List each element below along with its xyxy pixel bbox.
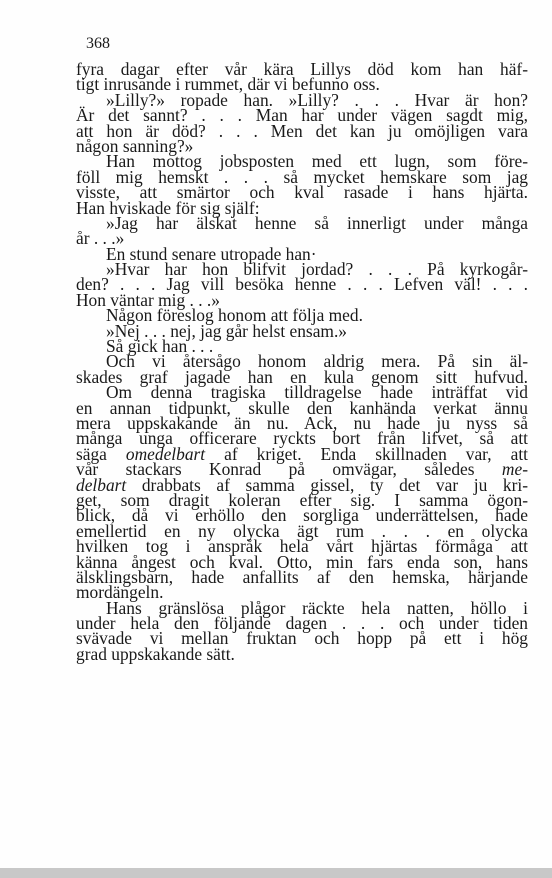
paragraph — [76, 259, 528, 310]
page-number: 368 — [86, 35, 110, 52]
text-line: visste, att smärtor och kval rasade i hans hjärta. — [76, 182, 528, 203]
text-line: en annan tidpunkt, skulle den kanhända verkat ännu — [76, 397, 528, 418]
text-line: Hon väntar mig . . .» — [76, 289, 220, 310]
text-line: älsklingsbarn, hade anfallits af den hemska, härjande — [76, 566, 528, 587]
paragraph — [76, 212, 528, 249]
paragraph — [76, 89, 528, 156]
text-line: föll mig hemskt . . . så mycket hemskare som jag — [76, 166, 528, 187]
text-line: Om denna tragiska tilldragelse hade inträffat vid — [106, 382, 528, 403]
text-line: hvilken tog i anspråk hela vårt hjärtas förmåga att — [76, 536, 528, 557]
text-line: Och vi återsågo honom aldrig mera. På sin äl- — [106, 351, 528, 372]
text-line: En stund senare utropade han· — [106, 243, 317, 264]
text-line: tigt inrusande i rummet, där vi befunno oss. — [76, 74, 380, 95]
text-line: grad uppskakande sätt. — [76, 643, 235, 664]
text-line: Hans gränslösa plågor räckte hela natten, höllo i — [106, 597, 528, 618]
page-bottom-edge — [0, 868, 552, 878]
text-line: blick, då vi erhöllo den sorgliga underrättelsen, hade — [76, 505, 528, 526]
text-line: svävade vi mellan fruktan och hopp på ett i hög — [76, 628, 528, 649]
text-line: skades graf jagade han en kula genom sitt hufvud. — [76, 366, 528, 387]
text-line: säga omedelbart af kriget. Enda skillnaden var, att — [76, 443, 528, 464]
italic-word: me- — [501, 459, 528, 480]
text-line: delbart drabbats af samma gissel, ty det var ju kri- — [76, 474, 528, 495]
text-line: den? . . . Jag vill besöka henne . . . Lefven väl! . . . — [76, 274, 528, 295]
paragraph — [76, 382, 528, 603]
text-line: många unga officerare ryckts bort från lifvet, så att — [76, 428, 528, 449]
text-line: Han mottog jobsposten med ett lugn, som före- — [106, 151, 528, 172]
italic-word: delbart — [76, 474, 127, 495]
text-line: Så gick han . . . — [106, 336, 214, 357]
text-line: känna ångest och kval. Otto, min fars enda son, hans — [76, 551, 528, 572]
text-line: mordängeln. — [76, 582, 164, 603]
text-line: fyra dagar efter vår kära Lillys död kom han häf- — [76, 59, 528, 79]
text-line: Är det sannt? . . . Man har under vägen sagdt mig, — [76, 105, 528, 126]
text-line: år . . .» — [76, 228, 125, 249]
body-text — [76, 59, 528, 664]
text-line: under hela den följande dagen . . . och under tiden — [76, 613, 528, 634]
paragraph — [76, 59, 528, 95]
paragraph — [76, 351, 528, 387]
text-line: att hon är död? . . . Men det kan ju omöjligen vara — [76, 120, 528, 141]
italic-word: omedelbart — [125, 443, 206, 464]
text-line: »Nej . . . nej, jag går helst ensam.» — [106, 320, 347, 341]
text-line: »Lilly?» ropade han. »Lilly? . . . Hvar är hon? — [106, 89, 528, 110]
paragraph — [76, 597, 528, 664]
text-line: vår stackars Konrad på omvägar, således me- — [76, 459, 528, 480]
text-line: någon sanning?» — [76, 135, 194, 156]
text-line: mera uppskakande än nu. Ack, nu hade ju nyss så — [76, 412, 528, 433]
text-line: emellertid en ny olycka ägt rum . . . en olycka — [76, 520, 528, 541]
text-line: »Jag har älskat henne så innerligt under många — [106, 212, 528, 233]
paragraph — [76, 151, 528, 218]
text-line: »Hvar har hon blifvit jordad? . . . På kyrkogår- — [106, 259, 528, 280]
text-line: Någon föreslog honom att följa med. — [106, 305, 363, 326]
text-line: Han hviskade för sig själf: — [76, 197, 260, 218]
text-line: get, som dragit koleran efter sig. I samma ögon- — [76, 489, 528, 510]
